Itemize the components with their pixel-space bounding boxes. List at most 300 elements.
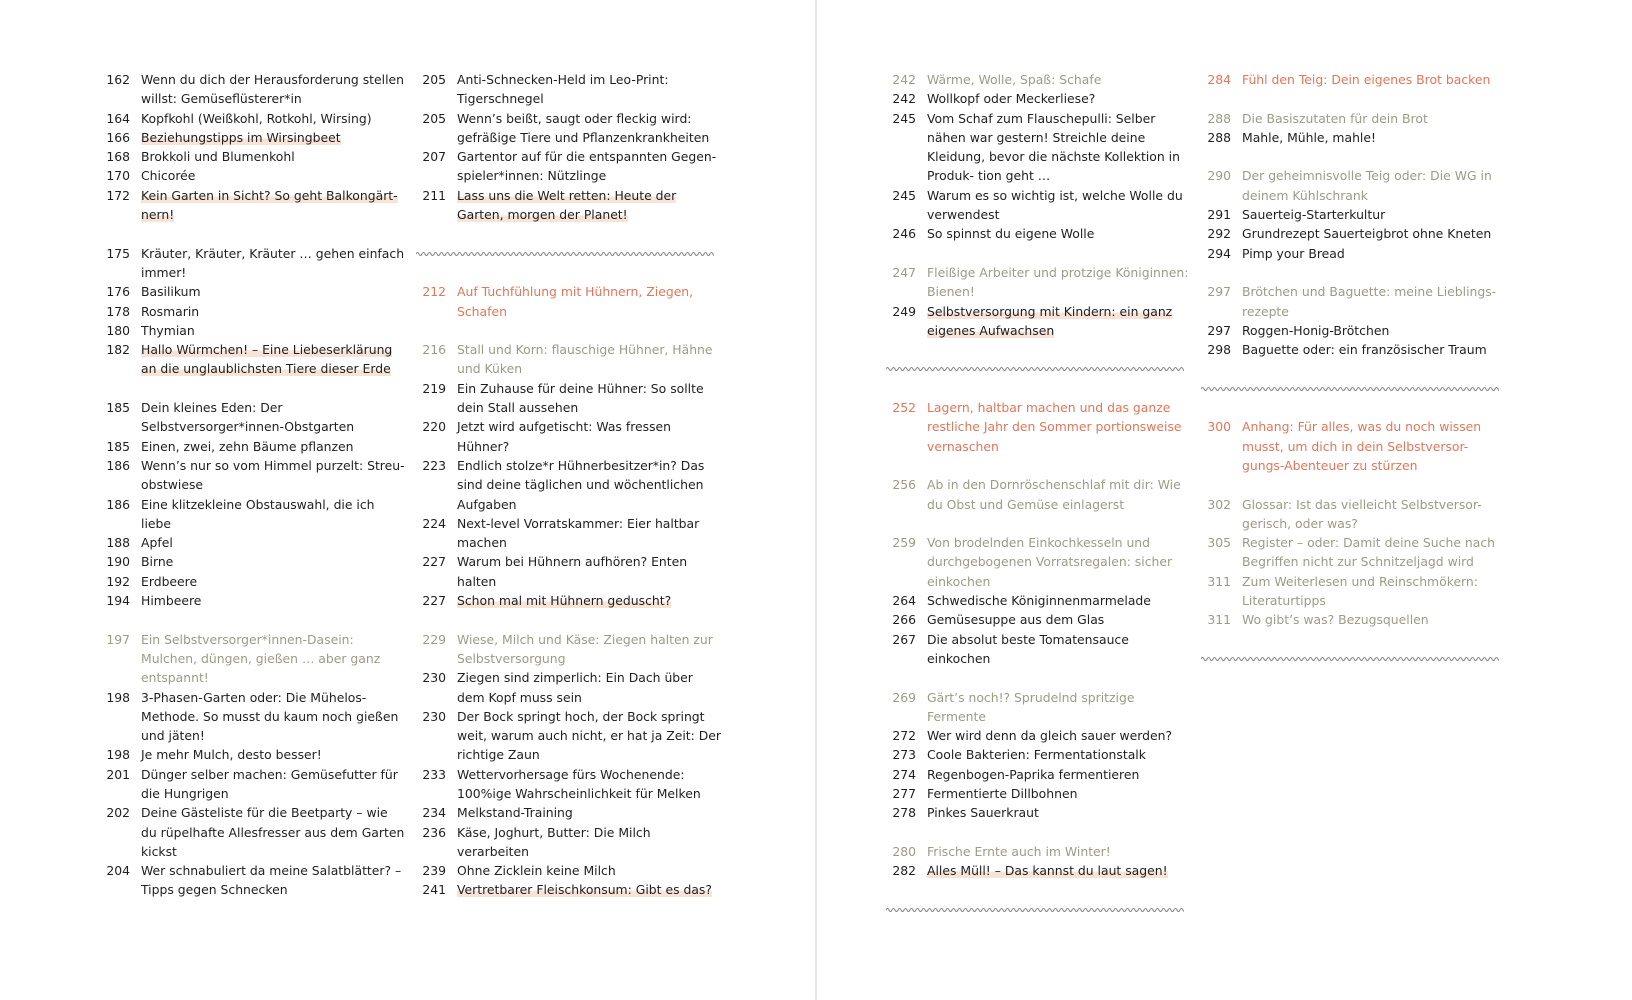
entry-title — [141, 765, 407, 804]
page-number: 164 — [106, 110, 130, 126]
entry-title — [457, 803, 723, 822]
toc-entry — [418, 630, 723, 669]
toc-entry — [418, 109, 723, 148]
entry-title — [457, 707, 723, 765]
page-number: 297 — [1207, 284, 1231, 300]
entry-title — [457, 823, 723, 862]
spacer — [1203, 359, 1508, 378]
entry-title-text: So spinnst du eigene Wolle — [927, 226, 1095, 242]
entry-title-text: Erdbeere — [141, 573, 198, 589]
toc-entry — [888, 688, 1193, 727]
entry-title-text: Selbstversorgung mit Kindern: ein ganz eigenes Aufwachsen — [927, 303, 1173, 338]
entry-title — [457, 456, 723, 514]
entry-title — [141, 70, 407, 109]
spacer — [888, 244, 1193, 263]
page-number: 277 — [892, 785, 916, 801]
wavy-divider-icon — [1201, 655, 1499, 663]
page-number: 188 — [106, 535, 130, 551]
wavy-divider-icon — [1201, 385, 1499, 393]
spacer — [888, 340, 1193, 359]
page-number: 242 — [892, 91, 916, 107]
toc-entry — [888, 784, 1193, 803]
toc-entry — [102, 282, 407, 301]
toc-entry — [1203, 244, 1508, 263]
entry-title — [1242, 224, 1508, 243]
spacer — [888, 668, 1193, 687]
page-number: 252 — [892, 400, 916, 416]
entry-title — [457, 417, 723, 456]
toc-entry — [1203, 417, 1508, 475]
wavy-divider-icon — [886, 906, 1184, 914]
section-divider — [1203, 379, 1508, 398]
entry-title-text: Anhang: Für alles, was du noch wissen musst, um dich in dein Selbstversor- gungs-Abenteuer zu stürzen — [1242, 419, 1482, 473]
entry-title — [927, 591, 1193, 610]
spacer — [102, 610, 407, 629]
toc-entry — [1203, 533, 1508, 572]
page-number: 205 — [422, 110, 446, 126]
entry-title-text: Warum bei Hühnern aufhören? Enten halten — [457, 554, 688, 589]
entry-title — [1242, 128, 1508, 147]
page-number: 236 — [422, 824, 446, 840]
entry-title-text: Fühl den Teig: Dein eigenes Brot backen — [1242, 72, 1491, 87]
entry-title — [141, 552, 407, 571]
page-number: 269 — [892, 689, 916, 705]
toc-entry — [1203, 205, 1508, 224]
entry-title-text: Anti-Schnecken-Held im Leo-Print: Tigerschnegel — [457, 72, 669, 107]
entry-title — [927, 726, 1193, 745]
entry-title — [141, 321, 407, 340]
toc-entry — [102, 552, 407, 571]
toc-entry — [102, 147, 407, 166]
spacer — [102, 379, 407, 398]
page-number: 185 — [106, 400, 130, 416]
page-number: 180 — [106, 322, 130, 338]
toc-entry — [418, 552, 723, 591]
toc-entry — [418, 282, 723, 321]
toc-entry — [888, 263, 1193, 302]
entry-title-text: Auf Tuchfühlung mit Hühnern, Ziegen, Schafen — [457, 284, 694, 319]
toc-column-left-2 — [418, 70, 723, 900]
toc-entry — [102, 340, 407, 379]
wavy-divider-icon — [416, 250, 714, 258]
page-number: 186 — [106, 457, 130, 473]
page-number: 273 — [892, 747, 916, 763]
spacer — [888, 823, 1193, 842]
page-number: 241 — [422, 882, 446, 898]
entry-title — [457, 147, 723, 186]
page-number: 297 — [1207, 322, 1231, 338]
entry-title-text: Endlich stolze*r Hühnerbesitzer*in? Das sind deine täglichen und wöchentlichen Aufgaben — [457, 457, 705, 512]
toc-entry — [102, 166, 407, 185]
entry-title — [457, 630, 723, 669]
entry-title-text: Fermentierte Dillbohnen — [927, 785, 1078, 801]
section-divider — [418, 244, 723, 263]
toc-entry — [888, 765, 1193, 784]
page-number: 230 — [422, 708, 446, 724]
page-number: 202 — [106, 805, 130, 821]
entry-title-text: Von brodelnden Einkochkesseln und durchgebogenen Vorratsregalen: sicher einkochen — [927, 535, 1173, 589]
entry-title — [457, 109, 723, 148]
entry-title — [1242, 70, 1508, 89]
entry-title — [141, 572, 407, 591]
entry-title — [457, 340, 723, 379]
entry-title — [457, 765, 723, 804]
toc-entry — [102, 244, 407, 283]
toc-entry — [418, 186, 723, 225]
entry-title — [141, 282, 407, 301]
entry-title — [927, 89, 1193, 108]
toc-entry — [418, 707, 723, 765]
page-number: 224 — [422, 515, 446, 531]
entry-title-text: Pimp your Bread — [1242, 245, 1345, 261]
page-number: 259 — [892, 535, 916, 551]
entry-title-text: Ein Selbstversorger*innen-Dasein: Mulchen, düngen, gießen … aber ganz entspannt! — [141, 631, 381, 686]
entry-title-text: Kopfkohl (Weißkohl, Rotkohl, Wirsing) — [141, 110, 372, 126]
toc-entry — [102, 321, 407, 340]
toc-entry — [418, 456, 723, 514]
toc-entry — [102, 533, 407, 552]
entry-title — [927, 842, 1193, 861]
entry-title — [1242, 340, 1508, 359]
spacer — [1203, 475, 1508, 494]
entry-title — [1242, 282, 1508, 321]
entry-title-text: Ein Zuhause für deine Hühner: So sollte dein Stall aussehen — [457, 380, 704, 416]
page-number: 207 — [422, 149, 446, 165]
page-number: 176 — [106, 284, 130, 300]
toc-entry — [1203, 321, 1508, 340]
entry-title-text: Mahle, Mühle, mahle! — [1242, 129, 1376, 145]
page-number: 242 — [892, 72, 916, 87]
entry-title-text: Alles Müll! – Das kannst du laut sagen! — [927, 863, 1168, 879]
entry-title — [1242, 610, 1508, 629]
entry-title — [141, 745, 407, 764]
toc-entry — [102, 186, 407, 225]
entry-title-text: Baguette oder: ein französischer Traum — [1242, 342, 1487, 358]
entry-title-text: Je mehr Mulch, desto besser! — [141, 747, 322, 763]
entry-title — [1242, 533, 1508, 572]
page-number: 239 — [422, 863, 446, 879]
page-number: 249 — [892, 303, 916, 319]
toc-entry — [418, 514, 723, 553]
page-number: 186 — [106, 496, 130, 512]
entry-title — [457, 880, 723, 899]
entry-title — [141, 861, 407, 900]
entry-title — [927, 610, 1193, 629]
entry-title — [1242, 166, 1508, 205]
page-number: 298 — [1207, 342, 1231, 358]
spacer — [418, 263, 723, 282]
entry-title — [457, 379, 723, 418]
page-number: 198 — [106, 689, 130, 705]
page-number: 194 — [106, 593, 130, 609]
page-number: 227 — [422, 593, 446, 609]
entry-title-text: Coole Bakterien: Fermentationstalk — [927, 747, 1146, 763]
entry-title — [457, 514, 723, 553]
toc-entry — [888, 224, 1193, 243]
spacer — [1203, 263, 1508, 282]
entry-title — [141, 398, 407, 437]
page-number: 172 — [106, 187, 130, 203]
toc-entry — [888, 533, 1193, 591]
toc-entry — [888, 630, 1193, 669]
entry-title-text: Stall und Korn: flauschige Hühner, Hähne und Küken — [457, 342, 713, 377]
page-number: 185 — [106, 438, 130, 454]
entry-title-text: 3-Phasen-Garten oder: Die Mühelos-Methode. So musst du kaum noch gießen und jäten! — [141, 689, 399, 744]
page-number: 219 — [422, 380, 446, 396]
entry-title — [927, 302, 1193, 341]
entry-title — [141, 495, 407, 534]
page-number: 162 — [106, 72, 130, 87]
entry-title — [927, 186, 1193, 225]
toc-entry — [888, 475, 1193, 514]
entry-title — [457, 70, 723, 109]
page-number: 264 — [892, 593, 916, 609]
toc-entry — [418, 70, 723, 109]
entry-title-text: Wer schnabuliert da meine Salatblätter? – Tipps gegen Schnecken — [141, 863, 402, 898]
page-number: 204 — [106, 863, 130, 879]
entry-title — [457, 668, 723, 707]
page-number: 229 — [422, 631, 446, 647]
entry-title-text: Ab in den Dornröschenschlaf mit dir: Wie du Obst und Gemüse einlagerst — [927, 477, 1181, 512]
toc-entry — [418, 803, 723, 822]
toc-entry — [888, 861, 1193, 880]
entry-title — [927, 533, 1193, 591]
toc-entry — [102, 109, 407, 128]
entry-title-text: Basilikum — [141, 284, 201, 300]
spacer — [1203, 630, 1508, 649]
entry-title — [141, 186, 407, 225]
toc-entry — [888, 186, 1193, 225]
page-number: 282 — [892, 863, 916, 879]
toc-column-right-2 — [1203, 70, 1508, 668]
entry-title-text: Wenn du dich der Herausforderung stellen willst: Gemüseflüsterer*in — [141, 72, 405, 107]
page-number: 290 — [1207, 168, 1231, 184]
toc-entry — [418, 880, 723, 899]
page-number: 274 — [892, 766, 916, 782]
page-number: 197 — [106, 631, 130, 647]
entry-title-text: Chicorée — [141, 168, 196, 184]
entry-title — [927, 109, 1193, 186]
entry-title-text: Die absolut beste Tomatensauce einkochen — [927, 631, 1129, 666]
entry-title — [141, 340, 407, 379]
toc-entry — [418, 765, 723, 804]
entry-title-text: Der geheimnisvolle Teig oder: Die WG in deinem Kühlschrank — [1242, 168, 1492, 203]
page-number: 247 — [892, 264, 916, 280]
page-number: 190 — [106, 554, 130, 570]
page-number: 175 — [106, 245, 130, 261]
section-divider — [888, 900, 1193, 919]
entry-title — [927, 784, 1193, 803]
entry-title-text: Vertretbarer Fleischkonsum: Gibt es das? — [457, 882, 712, 898]
toc-entry — [418, 147, 723, 186]
entry-title-text: Brötchen und Baguette: meine Lieblings- rezepte — [1242, 284, 1497, 319]
page-number: 230 — [422, 670, 446, 686]
toc-column-right-1 — [888, 70, 1193, 919]
toc-entry — [888, 302, 1193, 341]
toc-entry — [418, 861, 723, 880]
page-number: 246 — [892, 226, 916, 242]
entry-title-text: Der Bock springt hoch, der Bock springt weit, warum auch nicht, er hat ja Zeit: Der richtige Zaun — [457, 708, 722, 763]
page-number: 256 — [892, 477, 916, 493]
entry-title — [927, 224, 1193, 243]
spacer — [888, 379, 1193, 398]
page-number: 216 — [422, 342, 446, 358]
toc-entry — [102, 456, 407, 495]
toc-entry — [1203, 282, 1508, 321]
toc-entry — [1203, 109, 1508, 128]
entry-title-text: Dein kleines Eden: Der Selbstversorger*innen-Obstgarten — [141, 400, 355, 435]
page-number: 272 — [892, 728, 916, 744]
entry-title-text: Next-level Vorratskammer: Eier haltbar machen — [457, 515, 700, 551]
entry-title-text: Käse, Joghurt, Butter: Die Milch verarbeiten — [457, 824, 651, 859]
entry-title-text: Wer wird denn da gleich sauer werden? — [927, 728, 1173, 744]
entry-title-text: Wettervorhersage fürs Wochenende: 100%ige Wahrscheinlichkeit für Melken — [457, 766, 701, 801]
page-number: 234 — [422, 805, 446, 821]
entry-title-text: Hallo Würmchen! – Eine Liebeserklärung an die unglaublichsten Tiere dieser Erde — [141, 342, 393, 377]
page-number: 198 — [106, 747, 130, 763]
entry-title-text: Wo gibt’s was? Bezugsquellen — [1242, 612, 1429, 628]
entry-title — [141, 630, 407, 688]
page-number: 278 — [892, 805, 916, 821]
book-spine — [815, 0, 817, 1000]
toc-entry — [888, 726, 1193, 745]
entry-title — [927, 398, 1193, 456]
entry-title — [141, 128, 407, 147]
page-number: 300 — [1207, 419, 1231, 435]
toc-entry — [888, 842, 1193, 861]
page-number: 311 — [1207, 612, 1231, 628]
entry-title-text: Schon mal mit Hühnern geduscht? — [457, 593, 672, 609]
entry-title-text: Brokkoli und Blumenkohl — [141, 149, 295, 165]
page-number: 170 — [106, 168, 130, 184]
entry-title — [927, 745, 1193, 764]
page-number: 227 — [422, 554, 446, 570]
toc-entry — [418, 591, 723, 610]
page-number: 220 — [422, 419, 446, 435]
page-number: 178 — [106, 303, 130, 319]
entry-title-text: Wärme, Wolle, Spaß: Schafe — [927, 72, 1102, 87]
toc-entry — [1203, 610, 1508, 629]
toc-entry — [888, 398, 1193, 456]
entry-title-text: Deine Gästeliste für die Beetparty – wie du rüpelhafte Allesfresser aus dem Garten kickst — [141, 805, 405, 859]
entry-title — [1242, 321, 1508, 340]
page-number: 182 — [106, 342, 130, 358]
toc-entry — [888, 745, 1193, 764]
toc-entry — [888, 803, 1193, 822]
page-number: 205 — [422, 72, 446, 87]
entry-title — [927, 263, 1193, 302]
spacer — [1203, 89, 1508, 108]
entry-title-text: Frische Ernte auch im Winter! — [927, 843, 1111, 859]
entry-title — [141, 437, 407, 456]
toc-entry — [102, 128, 407, 147]
toc-entry — [102, 591, 407, 610]
toc-entry — [888, 591, 1193, 610]
entry-title — [141, 244, 407, 283]
entry-title-text: Sauerteig-Starterkultur — [1242, 207, 1386, 223]
page-number: 245 — [892, 110, 916, 126]
entry-title-text: Thymian — [141, 322, 195, 338]
entry-title — [457, 861, 723, 880]
entry-title — [927, 803, 1193, 822]
entry-title-text: Birne — [141, 554, 174, 570]
entry-title-text: Jetzt wird aufgetischt: Was fressen Hühner? — [457, 419, 672, 454]
toc-entry — [888, 610, 1193, 629]
entry-title-text: Ziegen sind zimperlich: Ein Dach über dem Kopf muss sein — [457, 670, 693, 705]
toc-entry — [888, 89, 1193, 108]
toc-entry — [102, 70, 407, 109]
toc-entry — [418, 340, 723, 379]
entry-title — [927, 630, 1193, 669]
entry-title — [927, 70, 1193, 89]
toc-entry — [1203, 224, 1508, 243]
toc-entry — [102, 630, 407, 688]
entry-title-text: Regenbogen-Paprika fermentieren — [927, 766, 1140, 782]
spacer — [102, 224, 407, 243]
page-number: 233 — [422, 766, 446, 782]
page-number: 211 — [422, 187, 446, 203]
toc-entry — [418, 417, 723, 456]
toc-entry — [1203, 70, 1508, 89]
toc-column-left-1 — [102, 70, 407, 900]
entry-title-text: Schwedische Königinnenmarmelade — [927, 593, 1151, 609]
toc-entry — [418, 379, 723, 418]
entry-title — [457, 282, 723, 321]
toc-entry — [102, 302, 407, 321]
entry-title-text: Eine klitzekleine Obstauswahl, die ich liebe — [141, 496, 375, 531]
toc-entry — [102, 745, 407, 764]
entry-title — [141, 456, 407, 495]
entry-title-text: Glossar: Ist das vielleicht Selbstversor- gerisch, oder was? — [1242, 496, 1482, 531]
entry-title-text: Lagern, haltbar machen und das ganze restliche Jahr den Sommer portionsweise vernaschen — [927, 400, 1182, 454]
spacer — [888, 514, 1193, 533]
page-number: 288 — [1207, 129, 1231, 145]
entry-title — [141, 591, 407, 610]
entry-title — [927, 765, 1193, 784]
entry-title — [927, 475, 1193, 514]
entry-title — [141, 533, 407, 552]
wavy-divider-icon — [886, 365, 1184, 373]
entry-title-text: Zum Weiterlesen und Reinschmökern: Literaturtipps — [1242, 573, 1478, 609]
entry-title — [1242, 109, 1508, 128]
toc-entry — [418, 668, 723, 707]
entry-title-text: Beziehungstipps im Wirsingbeet — [141, 129, 341, 145]
toc-entry — [418, 823, 723, 862]
entry-title-text: Rosmarin — [141, 303, 200, 319]
toc-entry — [102, 437, 407, 456]
toc-entry — [102, 495, 407, 534]
page-number: 284 — [1207, 72, 1231, 87]
entry-title — [1242, 495, 1508, 534]
toc-entry — [102, 398, 407, 437]
entry-title — [1242, 572, 1508, 611]
entry-title — [457, 186, 723, 225]
page-number: 305 — [1207, 535, 1231, 551]
entry-title-text: Ohne Zicklein keine Milch — [457, 863, 616, 879]
page-number: 292 — [1207, 226, 1231, 242]
spacer — [1203, 398, 1508, 417]
entry-title-text: Gärt’s noch!? Sprudelnd spritzige Fermente — [927, 689, 1135, 724]
page-number: 291 — [1207, 207, 1231, 223]
entry-title-text: Lass uns die Welt retten: Heute der Garten, morgen der Planet! — [457, 187, 677, 223]
entry-title-text: Kein Garten in Sicht? So geht Balkongärt- nern! — [141, 187, 398, 223]
toc-entry — [102, 861, 407, 900]
toc-entry — [102, 803, 407, 861]
page-number: 168 — [106, 149, 130, 165]
toc-entry — [888, 109, 1193, 186]
section-divider — [888, 359, 1193, 378]
entry-title-text: Kräuter, Kräuter, Kräuter … gehen einfach immer! — [141, 245, 405, 280]
